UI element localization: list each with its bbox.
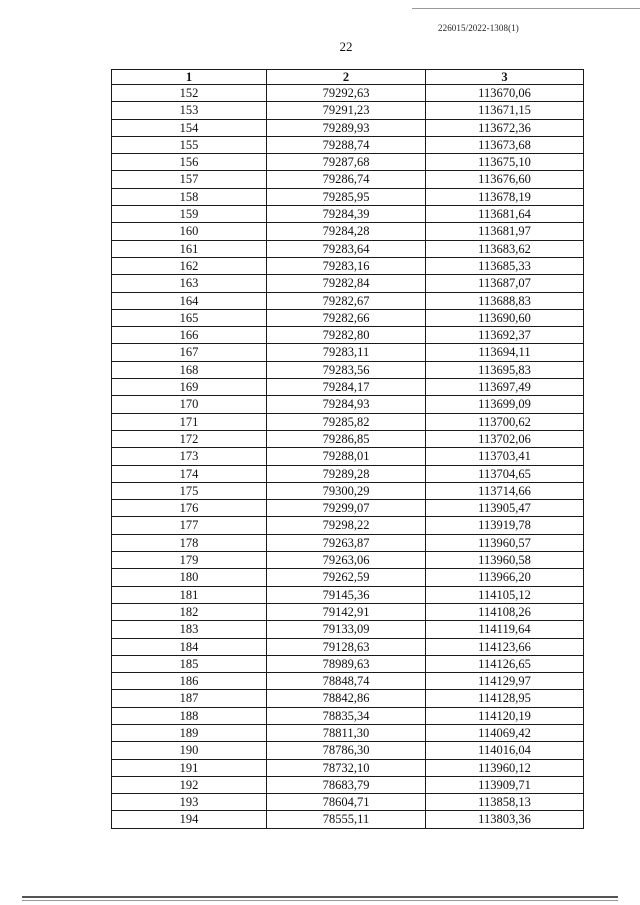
table-row: [112, 361, 584, 378]
table-cell-col2: 79133,09: [267, 621, 426, 638]
table-cell-col1: 175: [112, 482, 267, 499]
table-cell-col2: 79283,16: [267, 257, 426, 274]
table-row: [112, 759, 584, 776]
table-cell-col3: 113681,97: [426, 223, 584, 240]
table-cell-col1: 184: [112, 638, 267, 655]
table-cell-col3: 113858,13: [426, 794, 584, 811]
table-cell-col3: 113960,12: [426, 759, 584, 776]
table-cell-col1: 159: [112, 206, 267, 223]
table-cell-col3: 113703,41: [426, 448, 584, 465]
table-row: [112, 811, 584, 828]
table-cell-col2: 79284,28: [267, 223, 426, 240]
table-cell-col3: 113692,37: [426, 327, 584, 344]
table-cell-col2: 79284,93: [267, 396, 426, 413]
table-cell-col1: 172: [112, 430, 267, 447]
table-cell-col1: 158: [112, 188, 267, 205]
table-row: [112, 517, 584, 534]
table-cell-col3: 114119,64: [426, 621, 584, 638]
table-cell-col2: 79285,95: [267, 188, 426, 205]
table-cell-col2: 78555,11: [267, 811, 426, 828]
table-row: [112, 569, 584, 586]
table-cell-col2: 79291,23: [267, 102, 426, 119]
table-cell-col1: 181: [112, 586, 267, 603]
table-row: [112, 776, 584, 793]
table-row: [112, 465, 584, 482]
table-cell-col3: 113675,10: [426, 154, 584, 171]
table-row: [112, 655, 584, 672]
table-cell-col2: 79289,93: [267, 119, 426, 136]
table-cell-col3: 113699,09: [426, 396, 584, 413]
table-cell-col1: 152: [112, 85, 267, 102]
table-cell-col1: 180: [112, 569, 267, 586]
table-cell-col3: 113681,64: [426, 206, 584, 223]
table-cell-col2: 79128,63: [267, 638, 426, 655]
table-cell-col1: 187: [112, 690, 267, 707]
table-row: [112, 136, 584, 153]
table-row: [112, 309, 584, 326]
table-cell-col3: 113671,15: [426, 102, 584, 119]
table-cell-col1: 156: [112, 154, 267, 171]
table-cell-col1: 176: [112, 500, 267, 517]
table-cell-col2: 78732,10: [267, 759, 426, 776]
table-cell-col3: 114129,97: [426, 673, 584, 690]
table-cell-col2: 79262,59: [267, 569, 426, 586]
table-cell-col3: 113672,36: [426, 119, 584, 136]
table-cell-col1: 160: [112, 223, 267, 240]
table-cell-col3: 113694,11: [426, 344, 584, 361]
table-cell-col3: 113704,65: [426, 465, 584, 482]
table-row: [112, 690, 584, 707]
table-row: [112, 240, 584, 257]
table-cell-col1: 183: [112, 621, 267, 638]
table-row: [112, 586, 584, 603]
table-cell-col1: 153: [112, 102, 267, 119]
table-cell-col3: 113678,19: [426, 188, 584, 205]
table-cell-col2: 79283,64: [267, 240, 426, 257]
table-cell-col2: 79145,36: [267, 586, 426, 603]
column-header-1: 1: [112, 70, 267, 85]
table-cell-col2: 79263,06: [267, 552, 426, 569]
table-cell-col1: 161: [112, 240, 267, 257]
table-row: [112, 621, 584, 638]
table-cell-col3: 113905,47: [426, 500, 584, 517]
table-header-row: [112, 70, 584, 85]
table-row: [112, 379, 584, 396]
table-cell-col3: 113909,71: [426, 776, 584, 793]
coordinates-table: [111, 69, 584, 829]
table-cell-col2: 79300,29: [267, 482, 426, 499]
table-cell-col3: 114108,26: [426, 603, 584, 620]
table-cell-col1: 164: [112, 292, 267, 309]
table-row: [112, 206, 584, 223]
table-row: [112, 292, 584, 309]
table-row: [112, 396, 584, 413]
table-cell-col1: 189: [112, 724, 267, 741]
table-cell-col1: 179: [112, 552, 267, 569]
table-cell-col3: 114120,19: [426, 707, 584, 724]
table-cell-col2: 79283,11: [267, 344, 426, 361]
table-cell-col3: 113697,49: [426, 379, 584, 396]
table-cell-col3: 113960,58: [426, 552, 584, 569]
table-cell-col3: 113670,06: [426, 85, 584, 102]
table-cell-col1: 167: [112, 344, 267, 361]
table-cell-col3: 114105,12: [426, 586, 584, 603]
table-cell-col2: 79284,39: [267, 206, 426, 223]
table-cell-col3: 113676,60: [426, 171, 584, 188]
table-cell-col2: 79263,87: [267, 534, 426, 551]
table-row: [112, 603, 584, 620]
document-id: 226015/2022-1308(1): [438, 23, 519, 33]
table-cell-col3: 113702,06: [426, 430, 584, 447]
table-cell-col1: 190: [112, 742, 267, 759]
table-cell-col2: 78989,63: [267, 655, 426, 672]
table-row: [112, 413, 584, 430]
table-cell-col1: 166: [112, 327, 267, 344]
table-cell-col1: 157: [112, 171, 267, 188]
table-cell-col1: 194: [112, 811, 267, 828]
table-cell-col2: 79292,63: [267, 85, 426, 102]
table-row: [112, 102, 584, 119]
table-row: [112, 85, 584, 102]
table-cell-col2: 79284,17: [267, 379, 426, 396]
table-cell-col1: 185: [112, 655, 267, 672]
column-header-3: 3: [426, 70, 584, 85]
table-row: [112, 430, 584, 447]
table-cell-col1: 168: [112, 361, 267, 378]
table-cell-col1: 178: [112, 534, 267, 551]
table-cell-col2: 78848,74: [267, 673, 426, 690]
table-cell-col2: 78683,79: [267, 776, 426, 793]
table-cell-col3: 113919,78: [426, 517, 584, 534]
table-cell-col2: 79288,74: [267, 136, 426, 153]
table-row: [112, 500, 584, 517]
table-cell-col3: 113685,33: [426, 257, 584, 274]
column-header-2: 2: [267, 70, 426, 85]
table-row: [112, 188, 584, 205]
table-cell-col2: 79282,84: [267, 275, 426, 292]
table-cell-col2: 79142,91: [267, 603, 426, 620]
bottom-rule-thin: [22, 900, 618, 901]
table-row: [112, 552, 584, 569]
table-cell-col3: 113690,60: [426, 309, 584, 326]
table-cell-col2: 79288,01: [267, 448, 426, 465]
table-cell-col1: 165: [112, 309, 267, 326]
table-cell-col3: 113695,83: [426, 361, 584, 378]
table-row: [112, 673, 584, 690]
table-row: [112, 275, 584, 292]
table-cell-col1: 177: [112, 517, 267, 534]
top-rule: [412, 8, 640, 9]
table-cell-col3: 113960,57: [426, 534, 584, 551]
table-cell-col3: 113803,36: [426, 811, 584, 828]
table-cell-col2: 79298,22: [267, 517, 426, 534]
table-cell-col3: 113714,66: [426, 482, 584, 499]
bottom-rule: [22, 896, 618, 898]
table-cell-col3: 114128,95: [426, 690, 584, 707]
table-cell-col2: 79282,80: [267, 327, 426, 344]
table-row: [112, 154, 584, 171]
table-cell-col2: 78604,71: [267, 794, 426, 811]
table-row: [112, 327, 584, 344]
table-cell-col1: 191: [112, 759, 267, 776]
table-cell-col2: 78842,86: [267, 690, 426, 707]
table-cell-col2: 79285,82: [267, 413, 426, 430]
table-cell-col2: 79282,67: [267, 292, 426, 309]
table-row: [112, 257, 584, 274]
table-row: [112, 171, 584, 188]
table-cell-col1: 154: [112, 119, 267, 136]
table-cell-col2: 78786,30: [267, 742, 426, 759]
table-body: [112, 85, 584, 829]
table-row: [112, 448, 584, 465]
table-row: [112, 223, 584, 240]
table-cell-col1: 188: [112, 707, 267, 724]
page-number: 22: [339, 39, 353, 54]
table-cell-col3: 114069,42: [426, 724, 584, 741]
table-cell-col2: 79287,68: [267, 154, 426, 171]
table-row: [112, 724, 584, 741]
table-cell-col3: 113673,68: [426, 136, 584, 153]
table-cell-col3: 113966,20: [426, 569, 584, 586]
table-cell-col1: 163: [112, 275, 267, 292]
table-cell-col3: 114123,66: [426, 638, 584, 655]
table-cell-col2: 78835,34: [267, 707, 426, 724]
table-cell-col3: 113683,62: [426, 240, 584, 257]
table-cell-col1: 182: [112, 603, 267, 620]
table-row: [112, 794, 584, 811]
table-cell-col2: 79299,07: [267, 500, 426, 517]
table-cell-col2: 79286,74: [267, 171, 426, 188]
table-cell-col2: 79289,28: [267, 465, 426, 482]
table-row: [112, 707, 584, 724]
table-row: [112, 482, 584, 499]
table-cell-col1: 186: [112, 673, 267, 690]
table-cell-col3: 113688,83: [426, 292, 584, 309]
table-cell-col1: 192: [112, 776, 267, 793]
table-cell-col1: 193: [112, 794, 267, 811]
table-row: [112, 638, 584, 655]
table-row: [112, 344, 584, 361]
table-cell-col2: 79282,66: [267, 309, 426, 326]
table-row: [112, 742, 584, 759]
table-cell-col3: 114016,04: [426, 742, 584, 759]
table-cell-col1: 155: [112, 136, 267, 153]
table-cell-col3: 114126,65: [426, 655, 584, 672]
table-cell-col2: 79283,56: [267, 361, 426, 378]
table-cell-col1: 169: [112, 379, 267, 396]
table-cell-col3: 113700,62: [426, 413, 584, 430]
table-cell-col2: 79286,85: [267, 430, 426, 447]
table-row: [112, 119, 584, 136]
table-cell-col1: 170: [112, 396, 267, 413]
table-cell-col3: 113687,07: [426, 275, 584, 292]
table-cell-col1: 171: [112, 413, 267, 430]
table-cell-col1: 162: [112, 257, 267, 274]
table-row: [112, 534, 584, 551]
table-cell-col1: 174: [112, 465, 267, 482]
table-cell-col1: 173: [112, 448, 267, 465]
table-cell-col2: 78811,30: [267, 724, 426, 741]
